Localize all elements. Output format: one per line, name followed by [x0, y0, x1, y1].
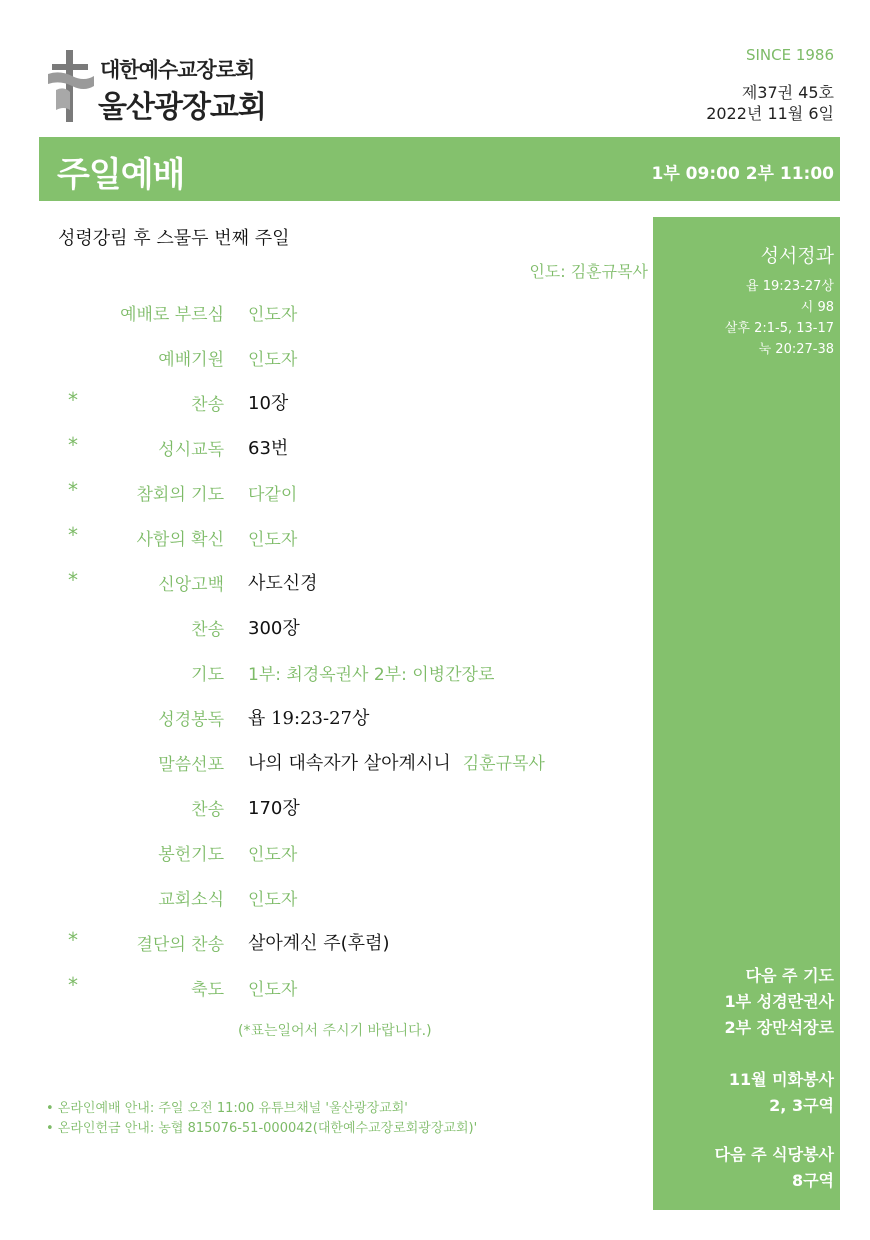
sermon-title: 나의 대속자가 살아계시니 — [248, 753, 451, 774]
order-label: 사함의 확신 — [136, 530, 224, 550]
order-row — [0, 834, 640, 864]
sidebar-panel — [653, 217, 840, 1210]
service-leader: 인도: 김훈규목사 — [529, 262, 648, 281]
lectionary-reading: 눅 20:27-38 — [758, 342, 834, 357]
order-label: 교회소식 — [158, 890, 224, 910]
bulletin-date: 2022년 11월 6일 — [706, 104, 834, 123]
order-value: 인도자 — [248, 530, 298, 550]
stand-mark: * — [68, 388, 78, 412]
order-label: 예배기원 — [158, 350, 224, 370]
stand-mark: * — [68, 568, 78, 592]
order-label: 찬송 — [191, 800, 224, 820]
order-value: 인도자 — [248, 350, 298, 370]
order-label: 찬송 — [191, 395, 224, 415]
order-value: 170장 — [248, 798, 300, 819]
order-value: 다같이 — [248, 485, 298, 505]
next-prayer-second: 2부 장만석장로 — [724, 1018, 834, 1037]
order-value — [248, 749, 545, 775]
order-label: 찬송 — [191, 620, 224, 640]
order-row — [0, 294, 640, 324]
banner-title: 주일예배 — [57, 155, 185, 195]
order-row — [0, 879, 640, 909]
preacher-name: 김훈규목사 — [462, 754, 545, 774]
order-value: 욥 19:23-27상 — [248, 708, 370, 729]
order-row — [0, 564, 640, 594]
order-row — [0, 519, 640, 549]
order-label: 결단의 찬송 — [136, 935, 224, 955]
order-row — [0, 744, 640, 774]
order-value: 1부: 최경옥권사 2부: 이병간장로 — [248, 665, 495, 685]
since-year: SINCE 1986 — [745, 46, 834, 64]
lectionary-title: 성서정과 — [760, 245, 834, 267]
stand-mark: * — [68, 928, 78, 952]
order-label: 기도 — [191, 665, 224, 685]
order-value: 63번 — [248, 438, 289, 459]
standing-note: (*표는일어서 주시기 바랍니다.) — [238, 1023, 432, 1039]
order-value: 인도자 — [248, 845, 298, 865]
order-value: 인도자 — [248, 890, 298, 910]
issue-number: 제37권 45호 — [741, 83, 834, 102]
order-label: 신앙고백 — [158, 575, 224, 595]
stand-mark: * — [68, 433, 78, 457]
order-row — [0, 924, 640, 954]
stand-mark: * — [68, 478, 78, 502]
order-label: 성경봉독 — [158, 710, 224, 730]
order-row — [0, 654, 640, 684]
stand-mark: * — [68, 973, 78, 997]
order-value: 인도자 — [248, 305, 298, 325]
order-value: 인도자 — [248, 980, 298, 1000]
order-row — [0, 789, 640, 819]
order-value: 살아계신 주(후렴) — [248, 933, 390, 954]
order-label: 축도 — [191, 980, 224, 1000]
lectionary-reading: 시 98 — [800, 300, 834, 315]
order-value: 300장 — [248, 618, 300, 639]
order-row — [0, 384, 640, 414]
sunday-title: 성령강림 후 스물두 번째 주일 — [58, 228, 290, 249]
lectionary-reading: 살후 2:1-5, 13-17 — [724, 321, 834, 336]
order-label: 참회의 기도 — [136, 485, 224, 505]
order-row — [0, 339, 640, 369]
lectionary-reading: 욥 19:23-27상 — [746, 279, 834, 294]
next-prayer-first: 1부 성경란권사 — [724, 992, 834, 1011]
worship-banner — [39, 137, 840, 201]
order-row — [0, 969, 640, 999]
order-label: 말씀선포 — [158, 755, 224, 775]
stand-mark: * — [68, 523, 78, 547]
online-offering-info: • 온라인헌금 안내: 농협 815076-51-000042(대한예수교장로회광장교회)' — [46, 1121, 478, 1136]
church-name: 울산광장교회 — [98, 90, 266, 125]
denomination-name: 대한예수교장로회 — [100, 58, 255, 82]
order-label: 예배로 부르심 — [120, 305, 224, 325]
church-cross-logo-icon — [46, 50, 96, 122]
order-row — [0, 429, 640, 459]
service-times: 1부 09:00 2부 11:00 — [651, 164, 834, 184]
order-value: 10장 — [248, 393, 289, 414]
order-row — [0, 609, 640, 639]
next-prayer-title: 다음 주 기도 — [745, 966, 834, 985]
dining-service-group: 8구역 — [791, 1171, 834, 1190]
flower-service-title: 11월 미화봉사 — [728, 1070, 834, 1089]
order-row — [0, 474, 640, 504]
dining-service-title: 다음 주 식당봉사 — [714, 1145, 834, 1164]
order-label: 성시교독 — [158, 440, 224, 460]
order-row — [0, 699, 640, 729]
order-label: 봉헌기도 — [158, 845, 224, 865]
order-value: 사도신경 — [248, 573, 318, 594]
online-worship-info: • 온라인예배 안내: 주일 오전 11:00 유튜브채널 '울산광장교회' — [46, 1101, 408, 1116]
flower-service-groups: 2, 3구역 — [769, 1096, 834, 1115]
